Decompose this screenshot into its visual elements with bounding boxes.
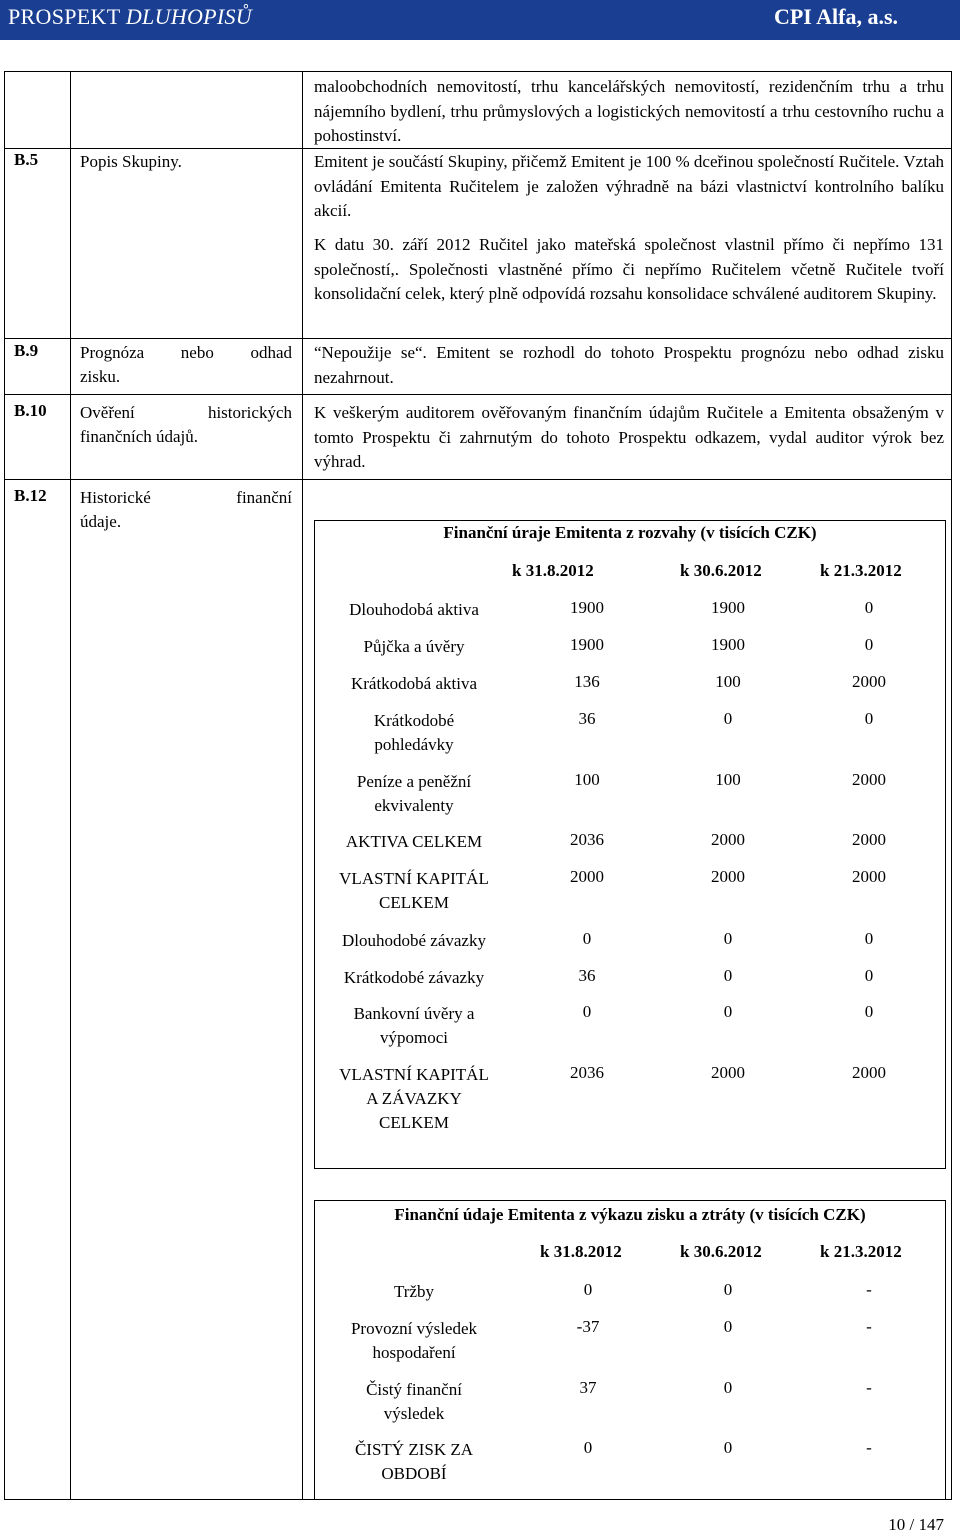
balance-cell: 2000	[852, 830, 886, 849]
b9-text-b: . Emitent se rozhodl do tohoto Prospektu prognózu nebo odhad zisku nezahrnout.	[314, 343, 944, 387]
balance-cell: 0	[864, 598, 874, 617]
section-code-b12: B.12	[14, 486, 47, 505]
income-row-label: Čistý finanční výsledek	[366, 1380, 462, 1423]
income-cell: -37	[576, 1317, 600, 1336]
balance-cell: 100	[715, 672, 741, 691]
b10-label-line-1: Ověření historických	[80, 403, 292, 422]
balance-row-label: VLASTNÍ KAPITÁL CELKEM	[339, 869, 489, 912]
balance-cell: 2000	[711, 867, 745, 886]
balance-cell: 0	[723, 966, 733, 985]
balance-cell: 0	[582, 929, 592, 948]
income-col-3: k 21.3.2012	[820, 1242, 902, 1261]
income-cell: 0	[723, 1280, 733, 1299]
balance-sheet-title: Finanční úraje Emitenta z rozvahy (v tisících CZK)	[443, 523, 817, 542]
income-cell: 0	[583, 1438, 593, 1457]
section-label-b12	[80, 486, 292, 534]
balance-cell: 2036	[570, 830, 604, 849]
balance-row-label: Krátkodobé pohledávky	[373, 711, 455, 754]
balance-cell: 0	[723, 709, 733, 728]
income-row-label: ČISTÝ ZISK ZA OBDOBÍ	[354, 1440, 474, 1483]
section-code-b5: B.5	[14, 150, 39, 169]
section-label-b5: Popis Skupiny.	[80, 152, 182, 171]
b9-not-applicable: “	[314, 343, 322, 362]
balance-cell: 2000	[852, 867, 886, 886]
balance-row-label: Bankovní úvěry a výpomoci	[353, 1004, 475, 1047]
balance-row-label: VLASTNÍ KAPITÁL A ZÁVAZKY CELKEM	[339, 1065, 489, 1132]
balance-row-label: Dlouhodobé závazky	[342, 931, 486, 950]
income-col-1: k 31.8.2012	[540, 1242, 622, 1261]
column-divider-1	[70, 71, 71, 1500]
balance-cell: 0	[723, 929, 733, 948]
balance-cell: 36	[578, 966, 596, 985]
b5-paragraph-2: K datu 30. září 2012 Ručitel jako mateřská společnost vlastnil přímo či nepřímo 131 společností,. Společnosti vlastněné přímo či nepřímo Ručitelem včetně Ručitele tvoří konsolidační celek, který plně odpovídá rozsahu konsolidace schválené auditorem Skupiny.	[314, 235, 944, 303]
intro-paragraph: maloobchodních nemovitostí, trhu kancelářských nemovitostí, rezidenčním trhu a trhu nájemního bydlení, trhu průmyslových a logistických nemovitostí a trhu cestovního ruchu a pohostinství.	[314, 77, 944, 145]
balance-cell: 136	[574, 672, 600, 691]
income-cell: 0	[583, 1280, 593, 1299]
balance-row-label: Půjčka a úvěry	[363, 637, 465, 656]
balance-col-3: k 21.3.2012	[820, 561, 902, 580]
title-prefix: PROSPEKT	[8, 4, 126, 29]
section-label-b10	[80, 401, 292, 449]
income-cell: -	[866, 1378, 872, 1397]
page-header	[0, 0, 960, 40]
balance-row-label: Krátkodobé závazky	[343, 968, 485, 987]
income-cell: -	[866, 1438, 872, 1457]
issuer-name: CPI Alfa, a.s.	[773, 4, 898, 29]
column-divider-2	[302, 71, 303, 1500]
income-cell: 37	[579, 1378, 597, 1397]
title-emphasis: DLUHOPISŮ	[125, 4, 252, 29]
income-col-2: k 30.6.2012	[680, 1242, 762, 1261]
balance-cell: 1900	[570, 635, 604, 654]
balance-cell: 1900	[711, 635, 745, 654]
b12-label-line-2: údaje.	[80, 512, 122, 531]
balance-row-label: AKTIVA CELKEM	[345, 832, 483, 851]
b9-label-line-2: zisku.	[80, 367, 121, 386]
balance-cell: 0	[864, 929, 874, 948]
balance-row-label: Krátkodobá aktiva	[350, 674, 478, 693]
row-divider-b10	[4, 394, 952, 395]
b10-paragraph: K veškerým auditorem ověřovaným finančním údajům Ručitele a Emitenta obsaženým v tomto Prospektu či zahrnutým do tohoto Prospektu odkazem, vydal auditor výrok bez výhrad.	[314, 403, 944, 471]
b9-label-line-1: Prognóza nebo odhad	[80, 343, 292, 362]
balance-cell: 0	[582, 1002, 592, 1021]
section-label-b9	[80, 341, 292, 389]
b5-paragraph-1: Emitent je součástí Skupiny, přičemž Emitent je 100 % dceřinou společností Ručitele. Vztah ovládání Emitenta Ručitelem je založen výhradně na bázi vlastnictví kontrolního balíku akcií.	[314, 152, 944, 220]
balance-cell: 100	[574, 770, 600, 789]
income-cell: 0	[723, 1317, 733, 1336]
balance-cell: 0	[723, 1002, 733, 1021]
balance-cell: 0	[864, 1002, 874, 1021]
balance-cell: 2036	[570, 1063, 604, 1082]
balance-row-label: Peníze a peněžní ekvivalenty	[356, 772, 472, 815]
b10-label-line-2: finančních údajů.	[80, 427, 199, 446]
balance-cell: 0	[864, 709, 874, 728]
balance-cell: 36	[578, 709, 596, 728]
b12-label-line-1: Historické finanční	[80, 488, 292, 507]
b9-text-a: Nepoužije se	[321, 343, 415, 362]
balance-cell: 2000	[852, 672, 886, 691]
b9-quote-close: “	[414, 343, 423, 362]
balance-cell: 1900	[711, 598, 745, 617]
section-code-b9: B.9	[14, 341, 39, 360]
balance-cell: 2000	[570, 867, 604, 886]
income-cell: 0	[723, 1378, 733, 1397]
income-row-label: Tržby	[394, 1282, 434, 1301]
page-number: 10 / 147	[888, 1515, 944, 1534]
balance-cell: 100	[715, 770, 741, 789]
balance-cell: 2000	[852, 770, 886, 789]
document-title	[8, 4, 252, 30]
income-row-label: Provozní výsledek hospodaření	[350, 1319, 478, 1362]
income-statement-title: Finanční údaje Emitenta z výkazu zisku a ztráty (v tisících CZK)	[394, 1205, 866, 1224]
income-cell: -	[866, 1317, 872, 1336]
row-divider-b9	[4, 338, 952, 339]
b9-paragraph	[314, 341, 944, 390]
section-code-b10: B.10	[14, 401, 47, 420]
balance-col-1: k 31.8.2012	[512, 561, 594, 580]
income-cell: -	[866, 1280, 872, 1299]
balance-cell: 0	[864, 966, 874, 985]
balance-col-2: k 30.6.2012	[680, 561, 762, 580]
balance-cell: 1900	[570, 598, 604, 617]
balance-cell: 0	[864, 635, 874, 654]
balance-cell: 2000	[852, 1063, 886, 1082]
income-cell: 0	[723, 1438, 733, 1457]
balance-cell: 2000	[711, 830, 745, 849]
balance-row-label: Dlouhodobá aktiva	[349, 600, 479, 619]
balance-cell: 2000	[711, 1063, 745, 1082]
row-divider-b12	[4, 479, 952, 480]
